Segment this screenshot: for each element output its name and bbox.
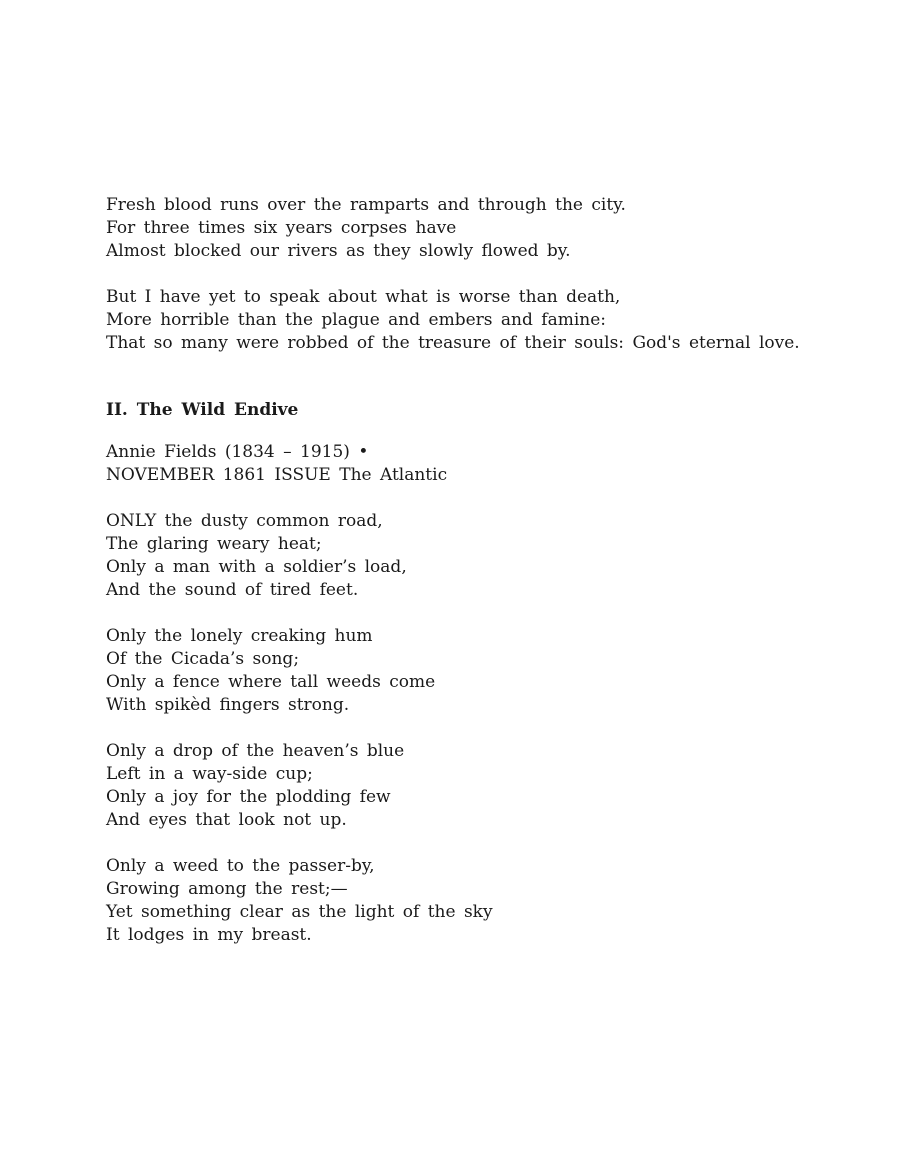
poem-stanza-2 bbox=[106, 625, 866, 717]
poem-line: Growing among the rest;— bbox=[106, 879, 348, 899]
poem-line: For three times six years corpses have bbox=[106, 218, 457, 238]
poem-stanza-1 bbox=[106, 510, 866, 602]
poem-line: Only the lonely creaking hum bbox=[106, 626, 373, 646]
poem-line: But I have yet to speak about what is worse than death, bbox=[106, 287, 621, 307]
section-heading: II. The Wild Endive bbox=[106, 400, 299, 420]
poem-line: That so many were robbed of the treasure of their souls: God's eternal love. bbox=[106, 333, 800, 353]
poem-line: Left in a way-side cup; bbox=[106, 764, 313, 784]
byline bbox=[106, 441, 866, 487]
poem-line: The glaring weary heat; bbox=[106, 534, 322, 554]
poem-line: Of the Cicada’s song; bbox=[106, 649, 300, 669]
poem-line: And eyes that look not up. bbox=[106, 810, 347, 830]
poem-line: It lodges in my breast. bbox=[106, 925, 312, 945]
poem-stanza-4 bbox=[106, 855, 866, 947]
byline-author: Annie Fields (1834 – 1915) • bbox=[106, 442, 369, 462]
poem-line: More horrible than the plague and embers and famine: bbox=[106, 310, 606, 330]
poem-line: And the sound of tired feet. bbox=[106, 580, 359, 600]
intro-stanza-1 bbox=[106, 194, 866, 263]
intro-stanza-2 bbox=[106, 286, 866, 355]
poem-line: Only a fence where tall weeds come bbox=[106, 672, 436, 692]
document-page bbox=[106, 194, 866, 970]
byline-issue: NOVEMBER 1861 ISSUE The Atlantic bbox=[106, 465, 448, 485]
poem-line: With spikèd fingers strong. bbox=[106, 695, 350, 715]
poem-line: Almost blocked our rivers as they slowly flowed by. bbox=[106, 241, 571, 261]
poem-line: Only a drop of the heaven’s blue bbox=[106, 741, 405, 761]
poem-line: Yet something clear as the light of the sky bbox=[106, 902, 493, 922]
poem-stanza-3 bbox=[106, 740, 866, 832]
poem-line: Only a weed to the passer-by, bbox=[106, 856, 375, 876]
poem-line: ONLY the dusty common road, bbox=[106, 511, 383, 531]
poem-line: Only a joy for the plodding few bbox=[106, 787, 391, 807]
poem-line: Fresh blood runs over the ramparts and through the city. bbox=[106, 195, 626, 215]
poem-line: Only a man with a soldier’s load, bbox=[106, 557, 407, 577]
